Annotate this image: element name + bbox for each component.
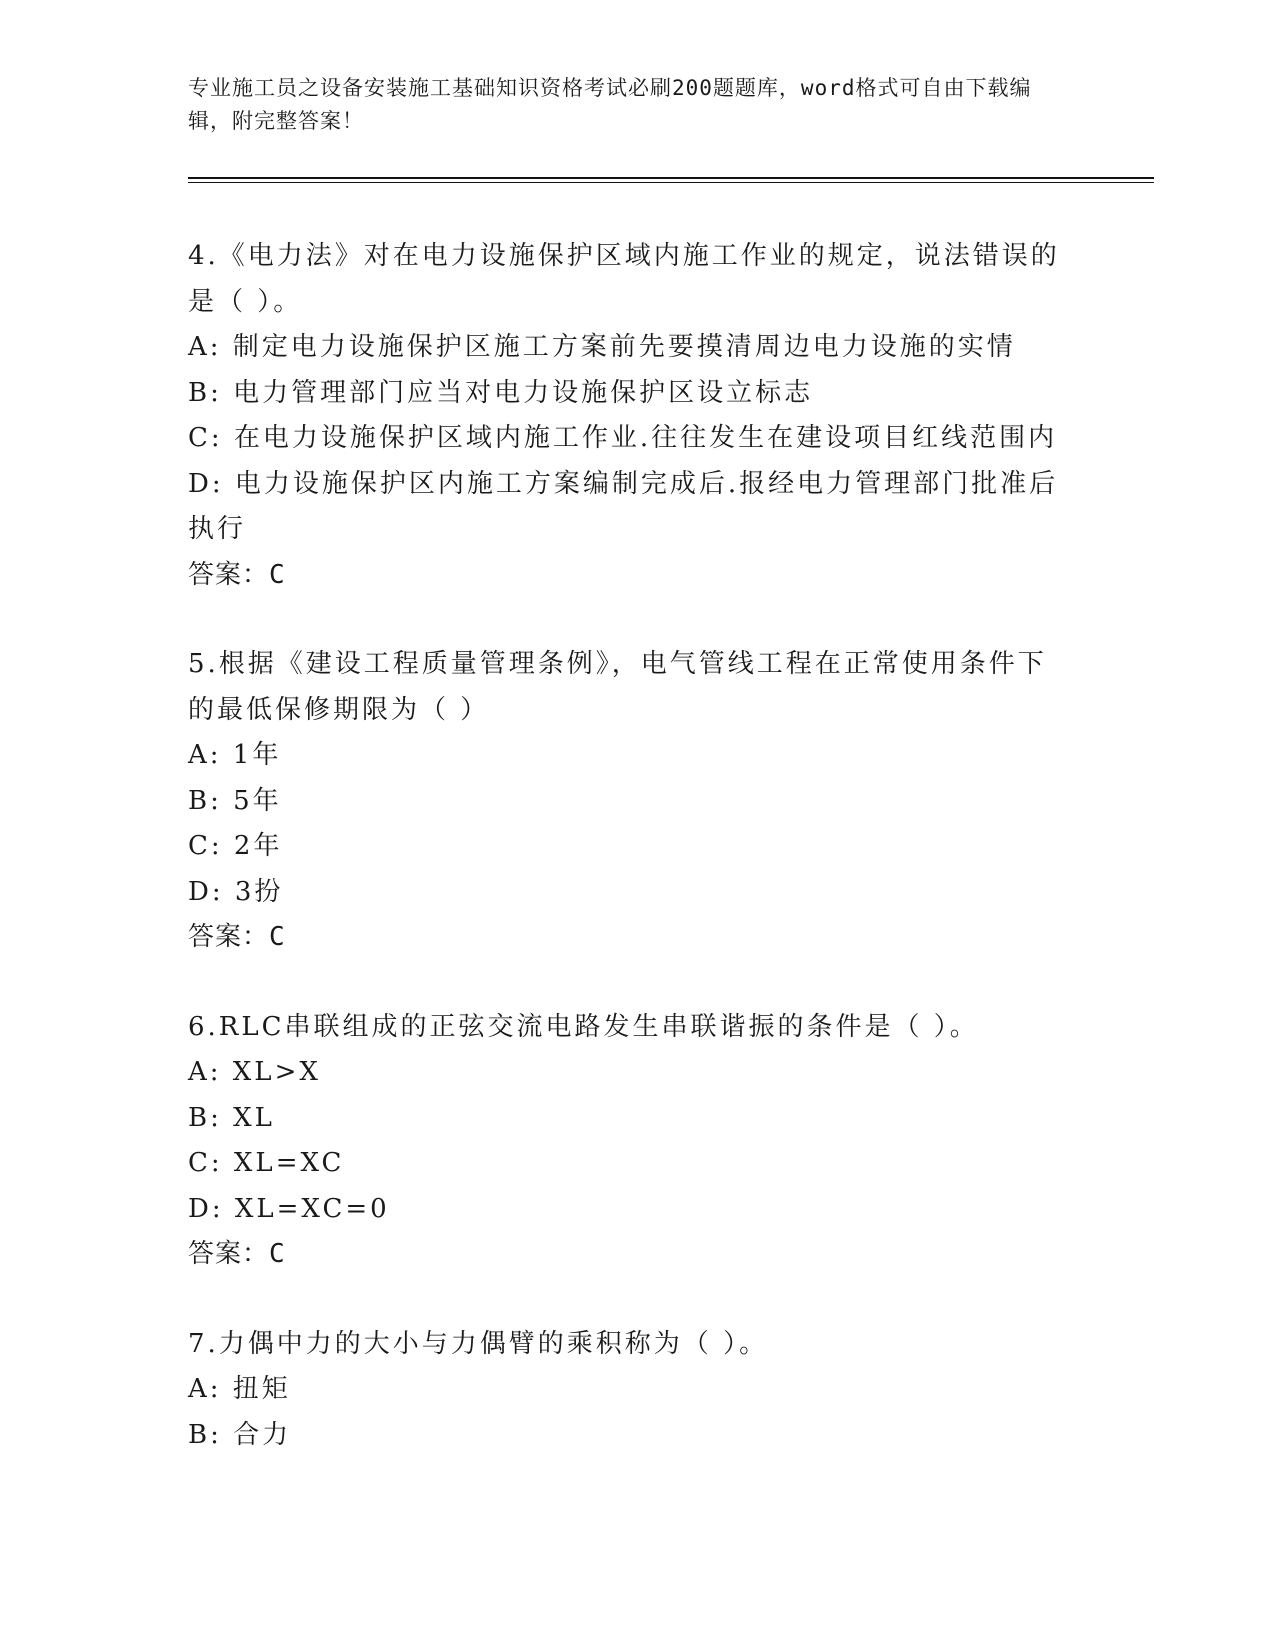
option-b: B: 电力管理部门应当对电力设施保护区设立标志 (188, 377, 814, 408)
option-a: A: 1年 (188, 740, 282, 770)
option-b: B: XL (188, 1102, 275, 1133)
option-d: D: XL=XC=0 (188, 1193, 390, 1224)
header-divider-thick (188, 177, 1154, 179)
question-stem: 4.《电力法》对在电力设施保护区域内施工作业的规定，说法错误的是（ ）。 (188, 241, 1060, 317)
question-6 (188, 1005, 1068, 1278)
question-list (188, 234, 1068, 1502)
question-4 (188, 234, 1068, 598)
option-c: C: 在电力设施保护区域内施工作业.往往发生在建设项目红线范围内 (188, 423, 1058, 453)
option-b: B: 5年 (188, 785, 282, 816)
option-a: A: XL>X (188, 1057, 321, 1087)
question-5 (188, 642, 1068, 961)
question-stem: 7.力偶中力的大小与力偶臂的乘积称为（ ）。 (188, 1328, 769, 1359)
option-a: A: 制定电力设施保护区施工方案前先要摸清周边电力设施的实情 (188, 332, 1016, 362)
option-c: C: 2年 (188, 831, 283, 861)
header-divider-thin (188, 182, 1154, 183)
question-stem: 6.RLC串联组成的正弦交流电路发生串联谐振的条件是（ ）。 (188, 1011, 979, 1042)
option-d: D: 3扮 (188, 876, 284, 907)
question-7 (188, 1322, 1068, 1459)
option-a: A: 扭矩 (188, 1374, 291, 1404)
answer-line: 答案：C (188, 922, 286, 952)
option-d: D: 电力设施保护区内施工方案编制完成后.报经电力管理部门批准后执行 (188, 468, 1059, 544)
document-header: 专业施工员之设备安装施工基础知识资格考试必刷200题题库，word格式可自由下载编辑，附完整答案！ (188, 76, 1032, 133)
question-stem: 5.根据《建设工程质量管理条例》，电气管线工程在正常使用条件下的最低保修期限为（ ） (188, 649, 1047, 725)
answer-line: 答案：C (188, 1239, 286, 1269)
answer-line: 答案：C (188, 559, 286, 590)
option-c: C: XL=XC (188, 1148, 345, 1178)
option-b: B: 合力 (188, 1419, 292, 1450)
